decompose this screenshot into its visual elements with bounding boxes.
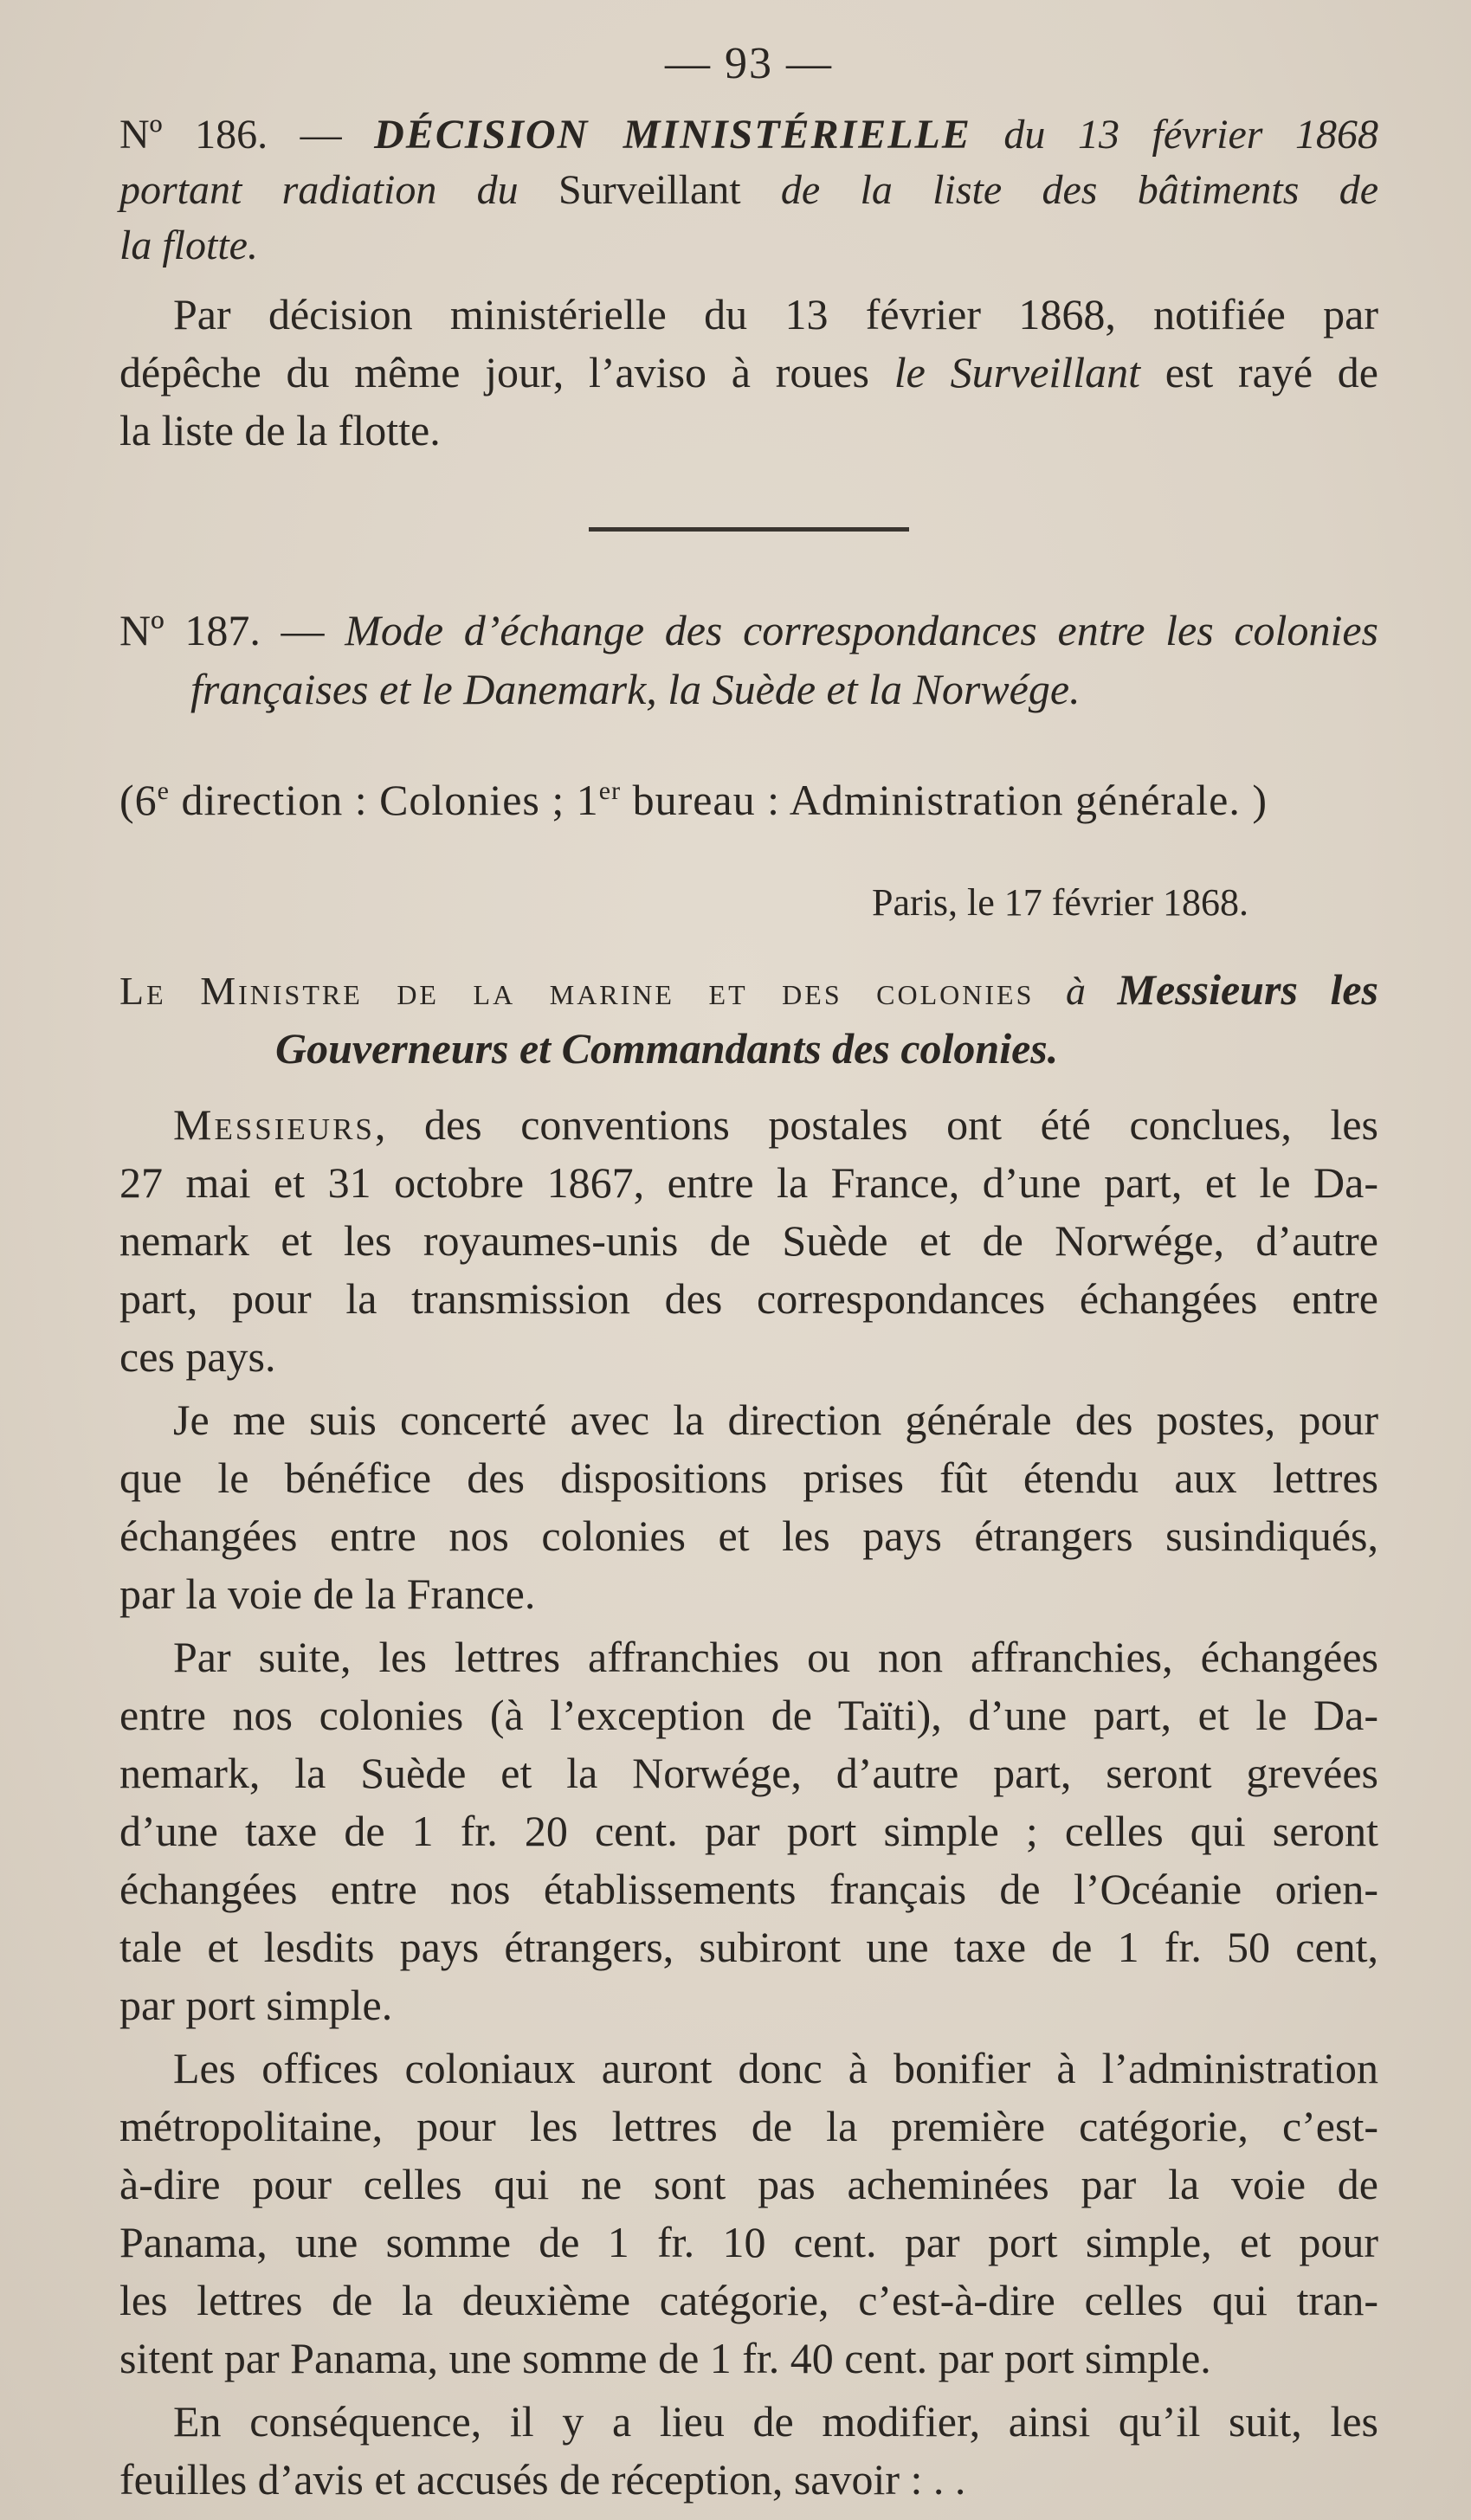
address-line-2: Gouverneurs et Commandants des colonies. — [275, 1024, 1059, 1073]
body-line: ces pays. — [119, 1332, 276, 1381]
body-text: est rayé de — [1140, 348, 1378, 396]
direction-line — [119, 770, 1378, 829]
heading-text: de la liste des bâtiments de — [740, 167, 1378, 213]
body-line: Par suite, les lettres affranchies ou non affranchies, échangées — [173, 1633, 1378, 1681]
address-text: à — [1034, 969, 1118, 1013]
decision-heading-line-1 — [119, 107, 1378, 163]
body-line — [119, 344, 1378, 402]
body-text: dépêche du même jour, l’aviso à roues — [119, 348, 894, 396]
body-line: par la voie de la France. — [119, 1569, 536, 1618]
paragraph-1 — [119, 1096, 1378, 1386]
body-line: les lettres de la deuxième catégorie, c’est-à-dire celles qui tran- — [119, 2276, 1378, 2324]
section-title: Mode d’échange des correspondances entre les colonies — [345, 606, 1378, 654]
body-line: feuilles d’avis et accusés de réception, savoir : . . — [119, 2455, 966, 2504]
body-line: que le bénéfice des dispositions prises fût étendu aux lettres — [119, 1453, 1378, 1502]
body-line: entre nos colonies (à l’exception de Taïti), d’une part, et le Da- — [119, 1691, 1378, 1739]
paragraph-3 — [119, 1628, 1378, 2034]
body-line: En conséquence, il y a lieu de modifier, ainsi qu’il suit, les — [173, 2397, 1378, 2446]
superscript: e — [157, 777, 170, 805]
salutation: Messieurs — [173, 1100, 375, 1149]
address-line-1 — [119, 961, 1378, 1020]
body-line: échangées entre nos établissements français de l’Océanie orien- — [119, 1865, 1378, 1913]
body-line: Panama, une somme de 1 fr. 10 cent. par port simple, et pour — [119, 2218, 1378, 2266]
direction-text: (6 — [119, 776, 158, 824]
body-line: par port simple. — [119, 1981, 393, 2029]
ship-name: Surveillant — [558, 167, 741, 213]
body-line: 27 mai et 31 octobre 1867, entre la France, d’une part, et le Da- — [119, 1158, 1378, 1207]
body-line — [119, 1096, 1378, 1154]
decision-title: DÉCISION MINISTÉRIELLE — [374, 112, 971, 158]
decision-number: Nº 186. — — [119, 112, 375, 158]
address-block — [119, 961, 1378, 1077]
direction-text: direction : Colonies ; 1 — [169, 776, 599, 824]
decision-heading-line-2 — [119, 163, 1378, 218]
heading-text: portant radiation du — [119, 167, 558, 213]
body-line: sitent par Panama, une somme de 1 fr. 40 cent. par port simple. — [119, 2334, 1211, 2382]
body-line: tale et lesdits pays étrangers, subiront une taxe de 1 fr. 50 cent, — [119, 1923, 1378, 1971]
decision-186-heading — [119, 107, 1378, 274]
body-text: , des conventions postales ont été conclues, les — [374, 1100, 1378, 1149]
body-line: part, pour la transmission des correspondances échangées entre — [119, 1274, 1378, 1323]
sender: Le Ministre de la marine et des colonies — [119, 969, 1035, 1013]
body-line: nemark, la Suède et la Norwége, d’autre part, seront grevées — [119, 1749, 1378, 1797]
ship-name: le Surveillant — [894, 348, 1140, 396]
page-number: — 93 — — [665, 39, 833, 88]
body-line: à-dire pour celles qui ne sont pas acheminées par la voie de — [119, 2160, 1378, 2208]
body-line: nemark et les royaumes-unis de Suède et de Norwége, d’autre — [119, 1216, 1378, 1265]
decision-heading-line-3: la flotte. — [119, 222, 258, 268]
paragraph-4 — [119, 2040, 1378, 2388]
section-number: Nº 187. — — [119, 606, 345, 654]
body-line: métropolitaine, pour les lettres de la première catégorie, c’est- — [119, 2102, 1378, 2150]
body-line: Par décision ministérielle du 13 février 1868, notifiée par — [173, 290, 1378, 338]
dateline: Paris, le 17 février 1868. — [872, 881, 1248, 924]
recipient: Messieurs les — [1117, 965, 1379, 1014]
direction-text: bureau : Administration générale. ) — [621, 776, 1268, 824]
body-line: la liste de la flotte. — [119, 406, 441, 454]
body-line: d’une taxe de 1 fr. 20 cent. par port simple ; celles qui seront — [119, 1807, 1378, 1855]
page-content — [119, 33, 1378, 2509]
decision-187-heading — [119, 601, 1378, 719]
body-line: Les offices coloniaux auront donc à bonifier à l’administration — [173, 2044, 1378, 2092]
paragraph-2 — [119, 1391, 1378, 1623]
decision-186-body — [119, 286, 1378, 460]
body-line: Je me suis concerté avec la direction générale des postes, pour — [173, 1395, 1378, 1444]
section-divider — [589, 527, 909, 532]
mode-heading-line-2: françaises et le Danemark, la Suède et la Norwége. — [190, 665, 1081, 713]
superscript: er — [598, 777, 622, 805]
mode-heading-line-1 — [119, 601, 1378, 660]
decision-date: du 13 février 1868 — [971, 112, 1378, 158]
paragraph-5 — [119, 2393, 1378, 2509]
body-line: échangées entre nos colonies et les pays étrangers susindiqués, — [119, 1511, 1378, 1560]
